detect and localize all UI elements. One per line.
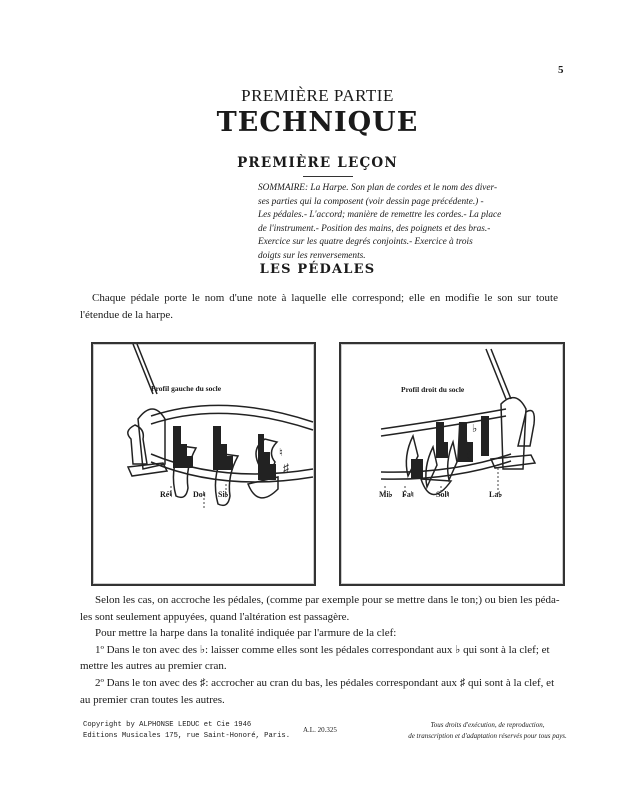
- title-divider: [303, 176, 353, 177]
- body-paragraphs: [80, 592, 558, 708]
- svg-text:♭: ♭: [463, 435, 469, 447]
- right-pedals-illustration: [341, 344, 563, 584]
- summary-line: Les pédales.- L'accord; manière de remettre les cordes.- La place: [258, 210, 502, 221]
- body-line: Selon les cas, on accroche les pédales, (comme par exemple pour se mettre dans le ton;) ou bien les péda-: [95, 594, 560, 606]
- figure-caption: Profil gauche du socle: [151, 384, 222, 393]
- summary-line: doigts sur les renversements.: [258, 250, 366, 261]
- lesson-title: PREMIÈRE LEÇON: [237, 155, 398, 171]
- summary-line: de l'instrument.- Position des mains, des poignets et des bras.-: [258, 223, 491, 234]
- body-line: 2º Dans le ton avec des ♯: accrocher au cran du bas, les pédales correspondant aux ♯ qui sont à la clef, et: [95, 676, 555, 689]
- copyright-notice: [83, 720, 290, 742]
- summary-line: ses parties qui la composent (voir dessin page précédente.) -: [258, 196, 484, 207]
- part-title: PREMIÈRE PARTIE: [241, 86, 394, 105]
- publisher-address: Editions Musicales 175, rue Saint-Honoré, Paris.: [83, 732, 291, 740]
- pedal-label: La♭: [489, 490, 503, 499]
- pedal-label: Mi♭: [379, 490, 393, 499]
- figure-right-pedals: [339, 342, 565, 586]
- summary-line: SOMMAIRE: La Harpe. Son plan de cordes et le nom des diver-: [258, 183, 498, 193]
- intro-paragraph: Chaque pédale porte le nom d'une note à laquelle elle correspond; elle en modifie le son sur toute l'étendue de la harpe.: [80, 292, 558, 321]
- rights-line: Tous droits d'exécution, de reproduction,: [430, 721, 545, 729]
- page-number: 5: [558, 64, 564, 76]
- svg-text:♭: ♭: [472, 423, 478, 435]
- pedal-label: Do♮: [193, 490, 206, 499]
- main-title: TECHNIQUE: [216, 107, 419, 138]
- copyright-line: Copyright by ALPHONSE LEDUC et Cie 1946: [83, 721, 252, 729]
- body-line: les sont seulement appuyées, quand l'altération est passagère.: [80, 610, 350, 623]
- figure-caption: Profil droit du socle: [401, 385, 465, 394]
- rights-notice: [400, 720, 575, 742]
- section-title: LES PÉDALES: [259, 262, 376, 277]
- svg-text:♯: ♯: [283, 461, 289, 475]
- rights-line: de transcription et d'adaptation réservés pour tous pays.: [408, 732, 567, 740]
- figure-left-pedals: [91, 342, 316, 586]
- pedal-label: Ré♮: [160, 490, 173, 499]
- left-pedals-illustration: [93, 344, 314, 584]
- body-line: 1º Dans le ton avec des ♭: laisser comme elles sont les pédales correspondant aux ♭ qui sont à la clef; et: [95, 643, 550, 656]
- pedal-label: Fa♮: [402, 490, 414, 499]
- summary-line: Exercice sur les quatre degrés conjoints.- Exercice à trois: [258, 237, 473, 248]
- svg-text:♯: ♯: [465, 449, 471, 463]
- plate-number: A.L. 20.325: [303, 726, 337, 734]
- body-line: mettre les autres au premier cran.: [80, 660, 227, 673]
- body-line: Pour mettre la harpe dans la tonalité indiquée par l'armure de la clef:: [95, 627, 397, 640]
- summary-block: [258, 182, 514, 264]
- svg-text:♮: ♮: [279, 447, 283, 459]
- pedal-label: Sol♮: [436, 490, 450, 499]
- body-line: au premier cran toutes les autres.: [80, 693, 225, 706]
- pedal-label: Si♭: [218, 490, 229, 499]
